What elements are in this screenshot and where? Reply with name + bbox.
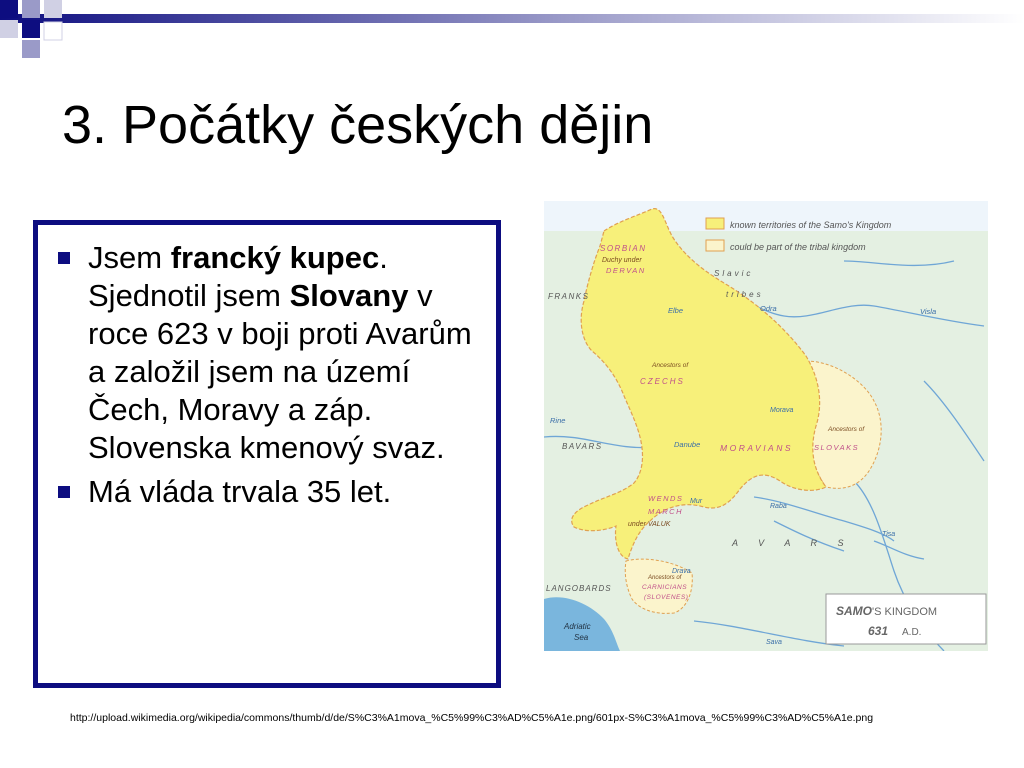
slide-title: 3. Počátky českých dějin — [62, 95, 654, 155]
bullet2-text: Má vláda trvala 35 let. — [88, 474, 392, 509]
label-visla: Visla — [920, 307, 937, 316]
bullet1-text1: Jsem — [88, 240, 171, 275]
bullet1-bold1: francký kupec — [170, 240, 380, 275]
label-elbe: Elbe — [668, 306, 684, 315]
bullet-item-1 — [52, 239, 476, 467]
decorative-squares — [0, 0, 1024, 60]
legend-possible-swatch — [706, 240, 724, 251]
label-carnicians-ancestors: Ancestors of — [648, 575, 682, 581]
legend-known-label: known territories of the Samo's Kingdom — [730, 220, 892, 230]
label-slovaks: SLOVAKS — [814, 443, 860, 452]
label-morava: Morava — [770, 407, 794, 414]
label-valuk: under VALUK — [628, 521, 671, 528]
bullet1-text2: . Sjednotil jsem — [88, 240, 388, 313]
label-march: MARCH — [648, 507, 683, 516]
map-title-year: 631 — [868, 624, 889, 638]
map-title-samo: SAMO — [836, 604, 872, 618]
label-bavars: BAVARS — [562, 442, 603, 451]
label-sava: Sava — [766, 639, 782, 646]
label-tisa: Tisa — [882, 531, 896, 538]
bullet1-text3: v roce 623 v boji proti Avarům a založil jsem na území Čech, Moravy a záp. Slovenska kmenový svaz. — [88, 278, 472, 465]
map-title-ad: A.D. — [902, 627, 922, 638]
label-dervan: DERVAN — [606, 266, 646, 275]
label-rine: Rine — [550, 416, 566, 425]
label-sorbian-duchy: Duchy under — [602, 257, 642, 264]
label-slovaks-ancestors: Ancestors of — [828, 426, 865, 433]
label-sorbian: SORBIAN — [600, 244, 647, 253]
label-langobards: LANGOBARDS — [546, 584, 612, 593]
bullet1-bold2: Slovany — [289, 278, 409, 313]
legend-known-swatch — [706, 218, 724, 229]
label-wends: WENDS — [648, 494, 684, 503]
label-carnicians: CARNICIANS — [642, 584, 688, 591]
label-moravians: MORAVIANS — [720, 443, 794, 453]
label-avars: A V A R S — [732, 538, 853, 548]
text-box — [33, 220, 501, 688]
label-slovenes: (SLOVENES) — [644, 594, 689, 601]
label-danube: Danube — [674, 440, 701, 449]
label-franks: FRANKS — [548, 292, 590, 301]
bullet-square-icon — [58, 486, 70, 498]
map-title-box — [826, 594, 986, 644]
label-adriatic: Adriatic — [564, 622, 591, 631]
bullet-square-icon — [58, 252, 70, 264]
map-title-kingdom: 'S KINGDOM — [872, 606, 938, 618]
label-czechs: CZECHS — [640, 377, 685, 386]
bullet-item-2 — [52, 473, 476, 511]
label-slavic: Slavic — [714, 269, 754, 278]
source-url: http://upload.wikimedia.org/wikipedia/commons/thumb/d/de/S%C3%A1mova_%C5%99%C3%AD%C5%A1e.png/601px-S%C3%A1mova_%C5%99%C3%AD%C5%A1e.png — [70, 712, 874, 724]
label-raba: Raba — [770, 503, 787, 510]
bullet-list — [38, 225, 496, 511]
label-mur: Mur — [690, 498, 703, 505]
label-sea: Sea — [574, 633, 589, 642]
label-odra: Odra — [760, 304, 777, 313]
label-drava: Drava — [672, 568, 691, 575]
label-tribes: tribes — [726, 290, 764, 299]
samo-kingdom-map — [544, 201, 988, 651]
legend-possible-label: could be part of the tribal kingdom — [730, 242, 866, 252]
label-czechs-ancestors: Ancestors of — [652, 362, 689, 369]
